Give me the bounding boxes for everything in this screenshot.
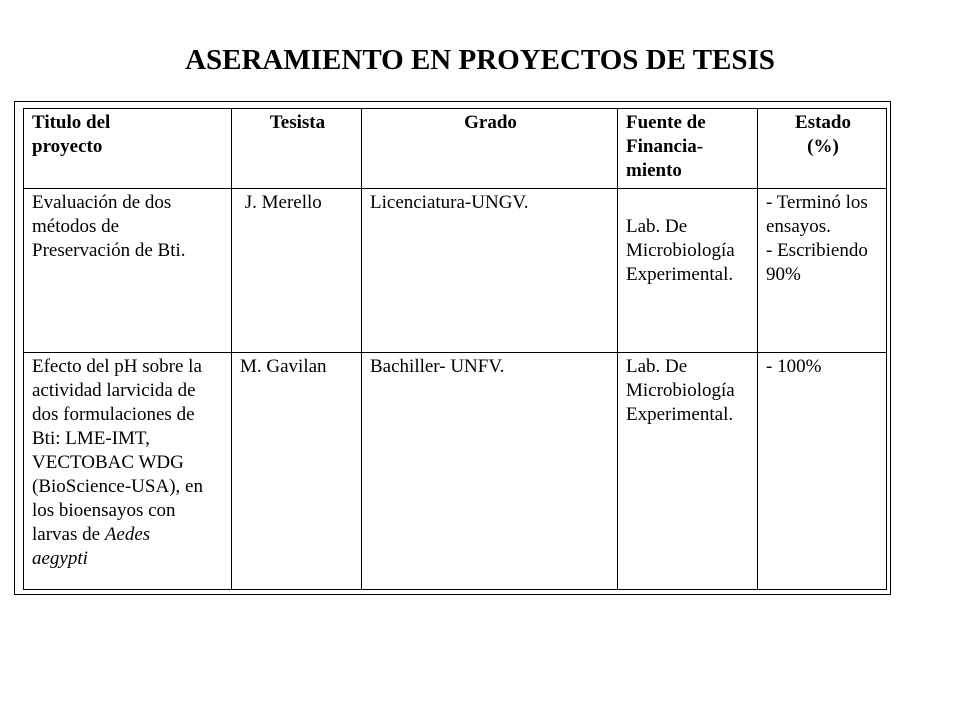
table-row	[24, 189, 887, 353]
cell-titulo: Evaluación de dos métodos de Preservación de Bti.	[24, 189, 232, 353]
header-grado: Grado	[362, 109, 618, 189]
header-fuente: Fuente de Financia- miento	[618, 109, 758, 189]
header-titulo: Titulo del proyecto	[24, 109, 232, 189]
cell-fuente: Lab. De Microbiología Experimental.	[618, 353, 758, 590]
cell-estado: - 100%	[758, 353, 887, 590]
thesis-table	[23, 108, 887, 590]
header-tesista: Tesista	[232, 109, 362, 189]
cell-tesista: J. Merello	[232, 189, 362, 353]
table-frame	[14, 101, 891, 595]
cell-estado: - Terminó los ensayos. - Escribiendo 90%	[758, 189, 887, 353]
header-estado: Estado (%)	[758, 109, 887, 189]
cell-grado: Bachiller- UNFV.	[362, 353, 618, 590]
cell-fuente: Lab. De Microbiología Experimental.	[618, 189, 758, 353]
page-title: ASERAMIENTO EN PROYECTOS DE TESIS	[185, 44, 775, 76]
table-row	[24, 353, 887, 590]
cell-titulo: Efecto del pH sobre la actividad larvicida de dos formulaciones de Bti: LME-IMT, VECTOBAC WDG (BioScience-USA), en los bioensayos con larvas de Aedes aegypti	[24, 353, 232, 590]
cell-tesista: M. Gavilan	[232, 353, 362, 590]
table-header-row	[24, 109, 887, 189]
cell-grado: Licenciatura-UNGV.	[362, 189, 618, 353]
